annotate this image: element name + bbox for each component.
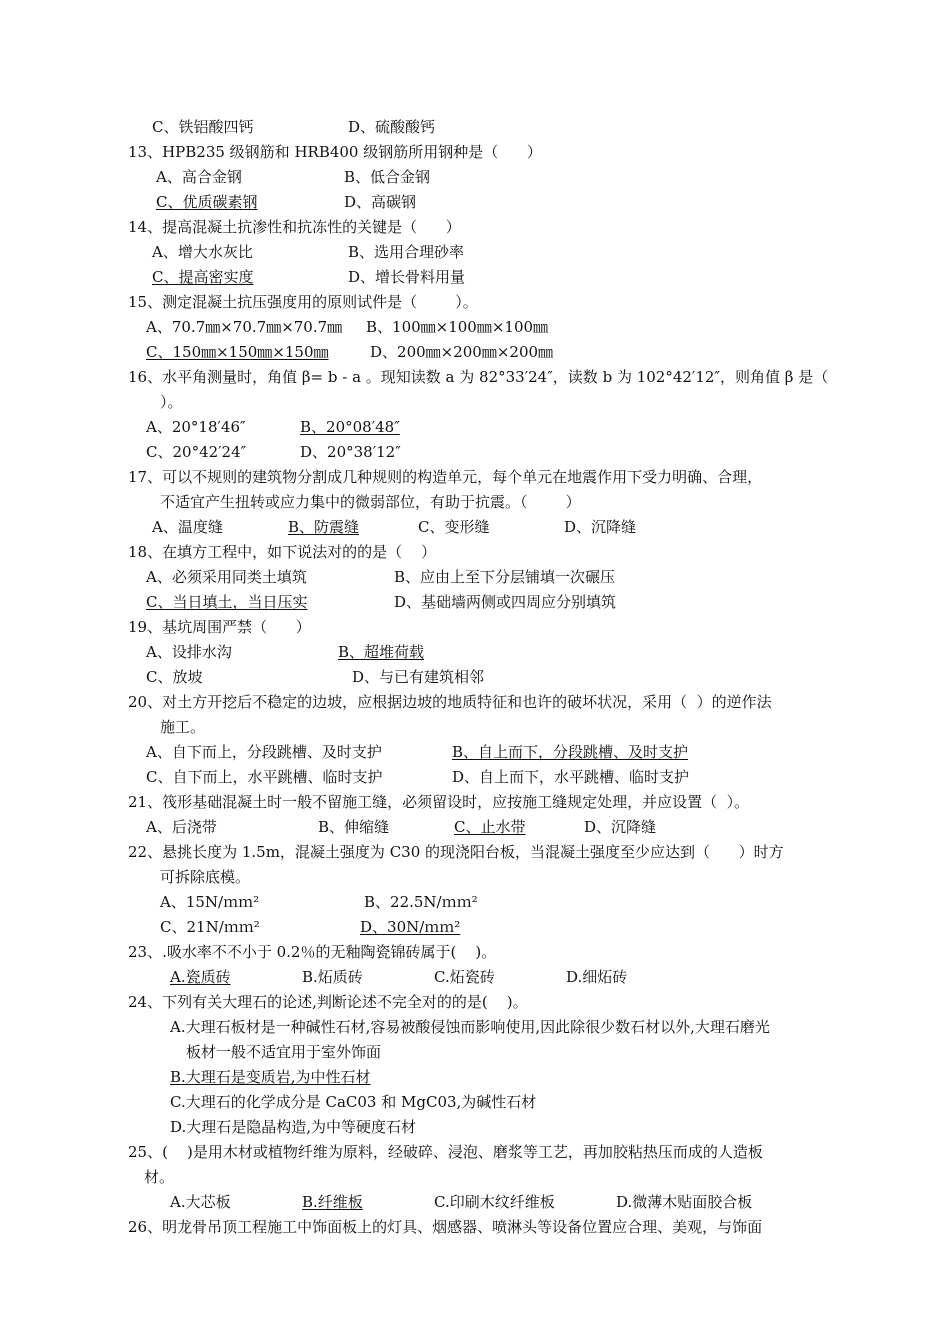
line-66: C.大理石的化学成分是 CaC03 和 MgC03,为碱性石材	[170, 1093, 537, 1111]
line-33: C、当日填土，当日压实	[146, 593, 308, 611]
line-16: C、150㎜×150㎜×150㎜	[146, 343, 329, 361]
line-68: 25、( )是用木材或植物纤维为原料，经破碎、浸泡、磨浆等工艺，再加胶粘热压而成的人造板	[128, 1143, 763, 1161]
line-73: D.微薄木贴面胶合板	[616, 1193, 753, 1211]
line-26: A、温度缝	[152, 518, 223, 536]
line-61: D.细炻砖	[566, 968, 628, 986]
line-42: A、自下而上，分段跳槽、及时支护	[146, 743, 382, 761]
line-32: B、应由上至下分层铺填一次碾压	[394, 568, 616, 586]
line-55: C、21N/ｍｍ²	[160, 918, 260, 936]
line-37: B、超堆荷载	[338, 643, 425, 661]
line-67: D.大理石是隐晶构造,为中等硬度石材	[170, 1118, 417, 1136]
line-5: B、低合金钢	[344, 168, 431, 186]
line-46: 21、筏形基础混凝土时一般不留施工缝，必须留设时，应按施工缝规定处理，并应设置（ ）。	[128, 793, 750, 811]
line-63: A.大理石板材是一种碱性石材,容易被酸侵蚀而影响使用,因此除很少数石材以外,大理石磨光	[170, 1018, 770, 1036]
line-48: B、伸缩缝	[318, 818, 390, 836]
line-4: A、高合金钢	[156, 168, 242, 186]
line-24: 17、可以不规则的建筑物分割成几种规则的构造单元，每个单元在地震作用下受力明确、合理，	[128, 468, 763, 486]
line-14: A、70.7㎜×70.7㎜×70.7㎜	[146, 318, 343, 336]
line-53: A、15N/ｍｍ²	[160, 893, 260, 911]
line-1: C、铁铝酸四钙	[152, 118, 254, 136]
line-19: ）。	[160, 393, 183, 411]
line-59: B.炻质砖	[302, 968, 363, 986]
line-34: D、基础墙两侧或四周应分别填筑	[394, 593, 617, 611]
line-8: 14、提高混凝土抗渗性和抗冻性的关键是（ ）	[128, 218, 461, 236]
line-17: D、200㎜×200㎜×200㎜	[370, 343, 554, 361]
line-52: 可拆除底模。	[160, 868, 251, 886]
line-23: D、20°38′12″	[300, 443, 401, 461]
line-71: B.纤维板	[302, 1193, 363, 1211]
line-45: D、自上而下，水平跳槽、临时支护	[452, 768, 690, 786]
line-39: D、与已有建筑相邻	[352, 668, 485, 686]
line-50: D、沉降缝	[584, 818, 657, 836]
line-72: C.印刷木纹纤维板	[434, 1193, 555, 1211]
line-31: A、必须采用同类土填筑	[146, 568, 307, 586]
line-60: C.炻瓷砖	[434, 968, 495, 986]
line-29: D、沉降缝	[564, 518, 637, 536]
line-36: A、设排水沟	[146, 643, 232, 661]
line-9: A、增大水灰比	[152, 243, 253, 261]
line-10: B、选用合理砂率	[348, 243, 465, 261]
line-12: D、增长骨料用量	[348, 268, 466, 286]
line-28: C、变形缝	[418, 518, 490, 536]
line-2: D、硫酸酸钙	[348, 118, 436, 136]
line-56: D、30N/ｍｍ²	[360, 918, 461, 936]
line-7: D、高碳钢	[344, 193, 417, 211]
line-54: B、22.5N/ｍｍ²	[364, 893, 478, 911]
line-21: B、20°08′48″	[300, 418, 400, 436]
line-35: 19、基坑周围严禁（ ）	[128, 618, 311, 636]
line-62: 24、下列有关大理石的论述,判断论述不完全对的的是( )。	[128, 993, 528, 1011]
line-58: A.瓷质砖	[170, 968, 231, 986]
line-57: 23、.吸水率不不小于 0.2％的无釉陶瓷锦砖属于( )。	[128, 943, 497, 961]
line-25: 不适宜产生扭转或应力集中的微弱部位，有助于抗震。（ ）	[160, 493, 581, 511]
line-51: 22、悬挑长度为 1.5m，混凝土强度为 C30 的现浇阳台板，当混凝土强度至少应达到（ ）时方	[128, 843, 784, 861]
line-41: 施工。	[160, 718, 206, 736]
line-43: B、自上而下，分段跳槽、及时支护	[452, 743, 689, 761]
line-44: C、自下而上，水平跳槽、临时支护	[146, 768, 383, 786]
line-74: 26、明龙骨吊顶工程施工中饰面板上的灯具、烟感器、喷淋头等设备位置应合理、美观，与饰面	[128, 1218, 763, 1236]
line-49: C、止水带	[454, 818, 526, 836]
line-6: C、优质碳素钢	[156, 193, 258, 211]
line-38: C、放坡	[146, 668, 203, 686]
line-30: 18、在填方工程中，如下说法对的的是（ ）	[128, 543, 437, 561]
line-64: 板材一般不适宜用于室外饰面	[186, 1043, 382, 1061]
line-13: 15、测定混凝土抗压强度用的原则试件是（ ）。	[128, 293, 478, 311]
line-15: B、100㎜×100㎜×100㎜	[366, 318, 549, 336]
line-27: B、防震缝	[288, 518, 360, 536]
line-47: A、后浇带	[146, 818, 217, 836]
line-11: C、提高密实度	[152, 268, 254, 286]
line-40: 20、对土方开挖后不稳定的边坡，应根据边坡的地质特征和也许的破坏状况，采用（ ）的逆作法	[128, 693, 772, 711]
line-22: C、20°42′24″	[146, 443, 247, 461]
line-3: 13、HPB235 级钢筋和 HRB400 级钢筋所用钢种是（ ）	[128, 143, 542, 161]
line-18: 16、水平角测量时，角值 β= b - a 。现知读数 a 为 82°33′24″，读数 b 为 102°42′12″，则角值 β 是（	[128, 368, 829, 386]
line-70: A.大芯板	[170, 1193, 231, 1211]
line-65: B.大理石是变质岩,为中性石材	[170, 1068, 371, 1086]
line-20: A、20°18′46″	[146, 418, 246, 436]
line-69: 材。	[144, 1168, 175, 1186]
